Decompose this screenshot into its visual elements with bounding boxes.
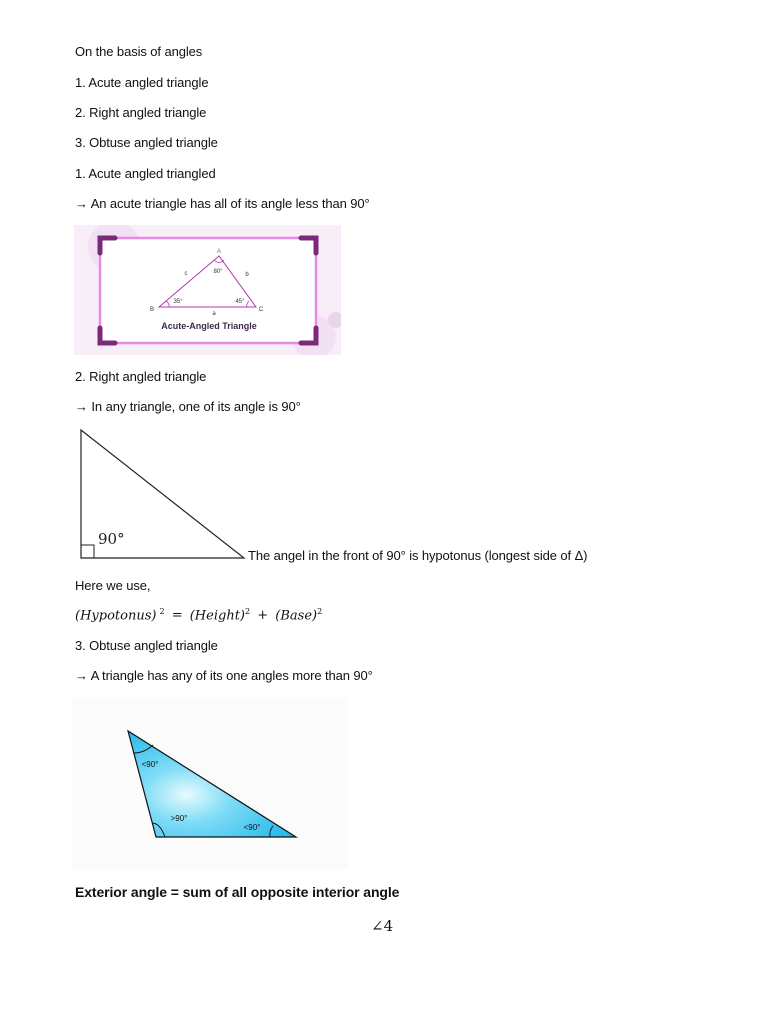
pythagoras-formula (75, 607, 322, 623)
vertex-b-label: B (149, 307, 155, 313)
side-b-label: b (245, 272, 249, 278)
acute-heading: 1. Acute angled triangled (75, 166, 216, 181)
here-we-use: Here we use, (75, 578, 151, 593)
obtuse-angle-top: <90° (141, 760, 159, 769)
acute-triangle-figure (74, 225, 341, 355)
side-a-label: a (212, 311, 216, 317)
page-number: ∠4 (371, 917, 394, 935)
list-item-obtuse: 3. Obtuse angled triangle (75, 135, 218, 150)
formula-plus: + (257, 608, 269, 624)
obtuse-definition: → A triangle has any of its one angles more than 90° (75, 668, 373, 683)
obtuse-angle-bottom-right: <90° (243, 823, 261, 832)
right-triangle-figure (74, 428, 249, 562)
right-angle-label: 90° (98, 530, 125, 548)
angle-c-label: 45° (235, 299, 245, 305)
right-definition: → In any triangle, one of its angle is 90° (75, 399, 301, 414)
formula-height: (Height) (189, 608, 245, 624)
formula-exp-2: 2 (244, 607, 251, 616)
formula-exp-3: 2 (317, 607, 323, 616)
hypotenuse-note: The angel in the front of 90° is hypotonus (longest side of Δ) (248, 548, 588, 563)
obtuse-triangle-svg (72, 697, 348, 869)
acute-triangle-svg (74, 225, 341, 355)
obtuse-heading: 3. Obtuse angled triangle (75, 638, 218, 653)
formula-hypotonus: (Hypotonus) (75, 608, 157, 624)
vertex-a-label: A (216, 249, 222, 255)
formula-exp-1: 2 (159, 607, 165, 616)
vertex-c-label: C (258, 307, 264, 313)
angle-b-label: 35° (173, 299, 183, 305)
formula-base: (Base) (275, 608, 318, 624)
exterior-angle-rule: Exterior angle = sum of all opposite interior angle (75, 884, 400, 900)
list-item-acute: 1. Acute angled triangle (75, 75, 209, 90)
list-item-right: 2. Right angled triangle (75, 105, 207, 120)
right-triangle-svg (74, 428, 249, 562)
side-c-label: c (184, 271, 188, 277)
acute-caption: Acute-Angled Triangle (161, 321, 257, 331)
acute-definition: → An acute triangle has all of its angle less than 90° (75, 196, 370, 211)
right-heading: 2. Right angled triangle (75, 369, 207, 384)
obtuse-angle-bottom-left: >90° (170, 814, 188, 823)
obtuse-triangle-figure (72, 697, 348, 869)
formula-equals: = (171, 608, 183, 624)
basis-heading: On the basis of angles (75, 44, 203, 59)
angle-a-label: 80° (213, 269, 223, 275)
